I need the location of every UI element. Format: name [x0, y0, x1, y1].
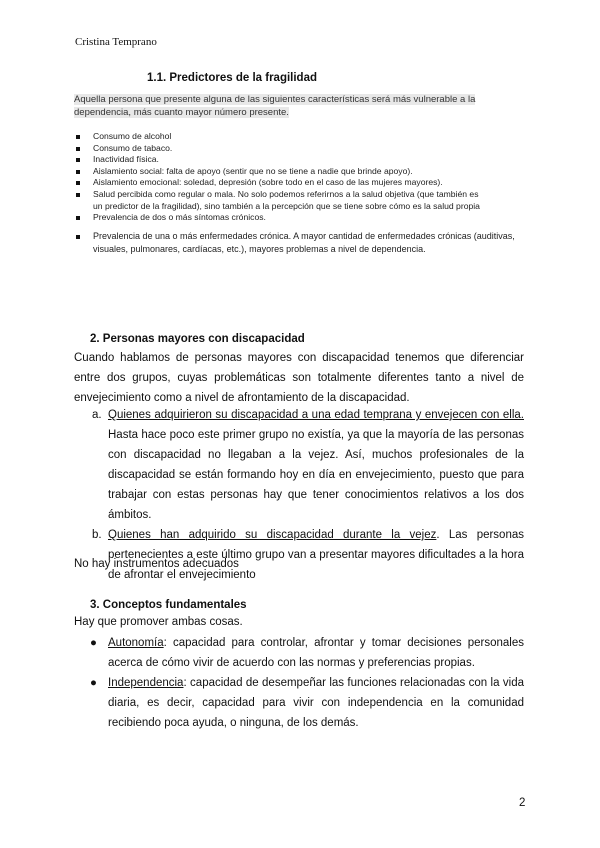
list-item: Aislamiento emocional: soledad, depresión (sobre todo en el caso de las mujeres mayores). — [74, 177, 524, 189]
section-2-paragraph: Cuando hablamos de personas mayores con discapacidad tenemos que diferenciar entre dos grupos, cuyas problemáticas son totalmente diferentes tanto a nivel de envejecimiento como a nivel de afrontamiento de la discapacidad. — [74, 352, 524, 404]
list-marker: a. — [92, 409, 102, 421]
group-title: Quienes adquirieron su discapacidad a una edad temprana y envejecen con ella. — [108, 409, 524, 421]
group-description: . Las personas pertenecientes a este último grupo van a presentar mayores dificultades a la hora de afrontar el envejecimiento — [108, 529, 524, 581]
list-item — [92, 405, 524, 525]
bullet-icon: ● — [90, 677, 97, 689]
list-item: Salud percibida como regular o mala. No solo podemos referirnos a la salud objetiva (que también es un predictor de la fragilidad), sino también a la percepción que se tiene sobre cómo es la salud propia — [74, 189, 524, 212]
group-description: Hasta hace poco este primer grupo no existía, ya que la mayoría de las personas con discapacidad no llegaban a la vejez. Así, muchos profesionales de la discapacidad se están formando hoy en día en envejecimiento, puesto que para trabajar con estas personas hay que tener conocimientos relativos a los dos ámbitos. — [108, 429, 524, 521]
concept-term: Independencia — [108, 677, 184, 689]
list-marker: b. — [92, 529, 102, 541]
list-item: Aislamiento social: falta de apoyo (sentir que no se tiene a nadie que brinde apoyo). — [74, 166, 524, 178]
list-item: Prevalencia de una o más enfermedades crónica. A mayor cantidad de enfermedades crónicas (auditivas, visuales, pulmonares, cardíacas, etc.), mayores problemas a nivel de dependencia. — [74, 230, 524, 256]
page-number: 2 — [519, 797, 526, 809]
note-text: No hay instrumentos adecuados — [74, 558, 239, 570]
section-3-intro: Hay que promover ambas cosas. — [74, 616, 243, 628]
list-item — [90, 633, 524, 673]
concepts-list — [90, 633, 524, 733]
section-2-heading: 2. Personas mayores con discapacidad — [90, 333, 305, 345]
list-item: Consumo de tabaco. — [74, 143, 524, 155]
list-item: Inactividad física. — [74, 154, 524, 166]
list-item: Consumo de alcohol — [74, 131, 524, 143]
concept-term: Autonomía — [108, 637, 164, 649]
list-item — [90, 673, 524, 733]
section-1-1-heading: 1.1. Predictores de la fragilidad — [147, 72, 318, 84]
bullet-icon: ● — [90, 637, 97, 649]
group-title: Quienes han adquirido su discapacidad durante la vejez — [108, 529, 437, 541]
intro-text: Aquella persona que presente alguna de las siguientes características será más vulnerable a la dependencia, más cuanto mayor número presente. — [74, 94, 476, 118]
author-header: Cristina Temprano — [75, 36, 157, 48]
list-item — [92, 525, 524, 585]
section-1-1-intro — [74, 93, 504, 119]
concept-definition: : capacidad de desempeñar las funciones relacionadas con la vida diaria, es decir, capacidad para vivir con independencia en la comunidad recibiendo poca ayuda, o ninguna, de los demás. — [108, 677, 524, 729]
section-3-heading: 3. Conceptos fundamentales — [90, 599, 247, 611]
list-item: Prevalencia de dos o más síntomas crónicos. — [74, 212, 524, 224]
concept-definition: : capacidad para controlar, afrontar y tomar decisiones personales acerca de cómo vivir de acuerdo con las normas y preferencias propias. — [108, 637, 524, 669]
frailty-predictors-list — [74, 131, 524, 256]
